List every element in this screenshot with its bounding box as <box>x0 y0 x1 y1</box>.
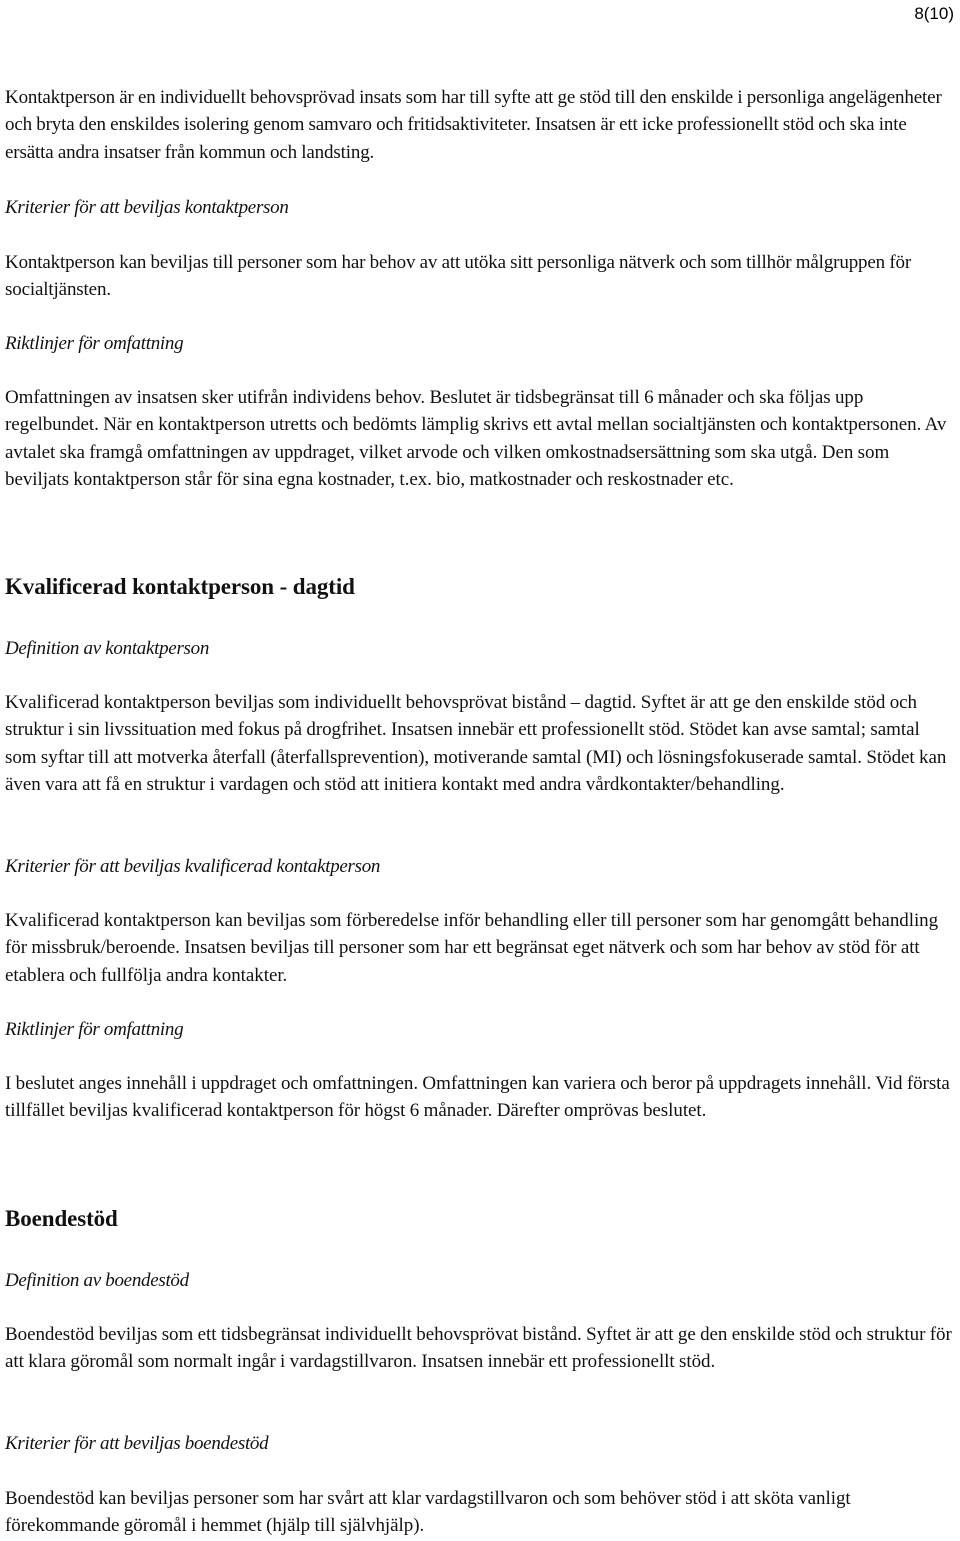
boendestod-criteria-text: Boendestöd kan beviljas personer som har svårt att klar vardagstillvaron och som behöver stöd i att sköta vanligt förekommande göromål i hemmet (hjälp till självhjälp). <box>5 1488 851 1537</box>
kvalificerad-definition-text: Kvalificerad kontaktperson beviljas som individuellt behovsprövat bistånd – dagtid. Syftet är att ge den enskilde stöd och struktur i sin livssituation med fokus på drogfrihet. Insatsen innebär ett professionellt stöd. Stödet kan avse samtal; samtal som syftar till att motverka återfall (återfallsprevention), motiverande samtal (MI) och lösningsfokuserade samtal. Stödet kan även vara att få en struktur i vardagen och stöd att initiera kontakt med andra vårdkontakter/behandling. <box>5 692 947 795</box>
kvalificerad-scope-heading: Riktlinjer för omfattning <box>5 1019 184 1040</box>
page-number: 8(10) <box>914 4 954 23</box>
kvalificerad-scope-text: I beslutet anges innehåll i uppdraget och omfattningen. Omfattningen kan variera och beror på uppdragets innehåll. Vid första tillfället beviljas kvalificerad kontaktperson för högst 6 månader. Därefter omprövas beslutet. <box>5 1073 950 1122</box>
kontaktperson-criteria-heading: Kriterier för att beviljas kontaktperson <box>5 197 289 218</box>
boendestod-criteria-heading: Kriterier för att beviljas boendestöd <box>5 1433 269 1454</box>
kontaktperson-scope-heading: Riktlinjer för omfattning <box>5 333 184 354</box>
kvalificerad-heading: Kvalificerad kontaktperson - dagtid <box>5 574 355 599</box>
boendestod-heading: Boendestöd <box>5 1206 118 1231</box>
kvalificerad-criteria-text: Kvalificerad kontaktperson kan beviljas som förberedelse inför behandling eller till personer som har genomgått behandling för missbruk/beroende. Insatsen beviljas till personer som har ett begränsat eget nätverk och som har behov av stöd för att etablera och fullfölja andra kontakter. <box>5 910 939 986</box>
kvalificerad-definition-heading: Definition av kontaktperson <box>5 638 210 659</box>
boendestod-definition-text: Boendestöd beviljas som ett tidsbegränsat individuellt behovsprövat bistånd. Syftet är att ge den enskilde stöd och struktur för att klara göromål som normalt ingår i vardagstillvaron. Insatsen innebär ett professionellt stöd. <box>5 1324 952 1373</box>
kontaktperson-criteria-text: Kontaktperson kan beviljas till personer som har behov av att utöka sitt personliga nätverk och som tillhör målgruppen för socialtjänsten. <box>5 252 912 301</box>
kvalificerad-criteria-heading: Kriterier för att beviljas kvalificerad kontaktperson <box>5 856 381 877</box>
kontaktperson-intro: Kontaktperson är en individuellt behovsprövad insats som har till syfte att ge stöd till den enskilde i personliga angelägenheter och bryta den enskildes isolering genom samvaro och fritidsaktiviteter. Insatsen är ett icke professionellt stöd och ska inte ersätta andra insatser från kommun och landsting. <box>5 87 942 163</box>
boendestod-definition-heading: Definition av boendestöd <box>5 1270 189 1291</box>
kontaktperson-scope-text: Omfattningen av insatsen sker utifrån individens behov. Beslutet är tidsbegränsat till 6 månader och ska följas upp regelbundet. När en kontaktperson utretts och bedömts lämplig skrivs ett avtal mellan socialtjänsten och kontaktpersonen. Av avtalet ska framgå omfattningen av uppdraget, vilket arvode och vilken omkostnadsersättning som ska utgå. Den som beviljats kontaktperson står för sina egna kostnader, t.ex. bio, matkostnader och reskostnader etc. <box>5 387 947 490</box>
